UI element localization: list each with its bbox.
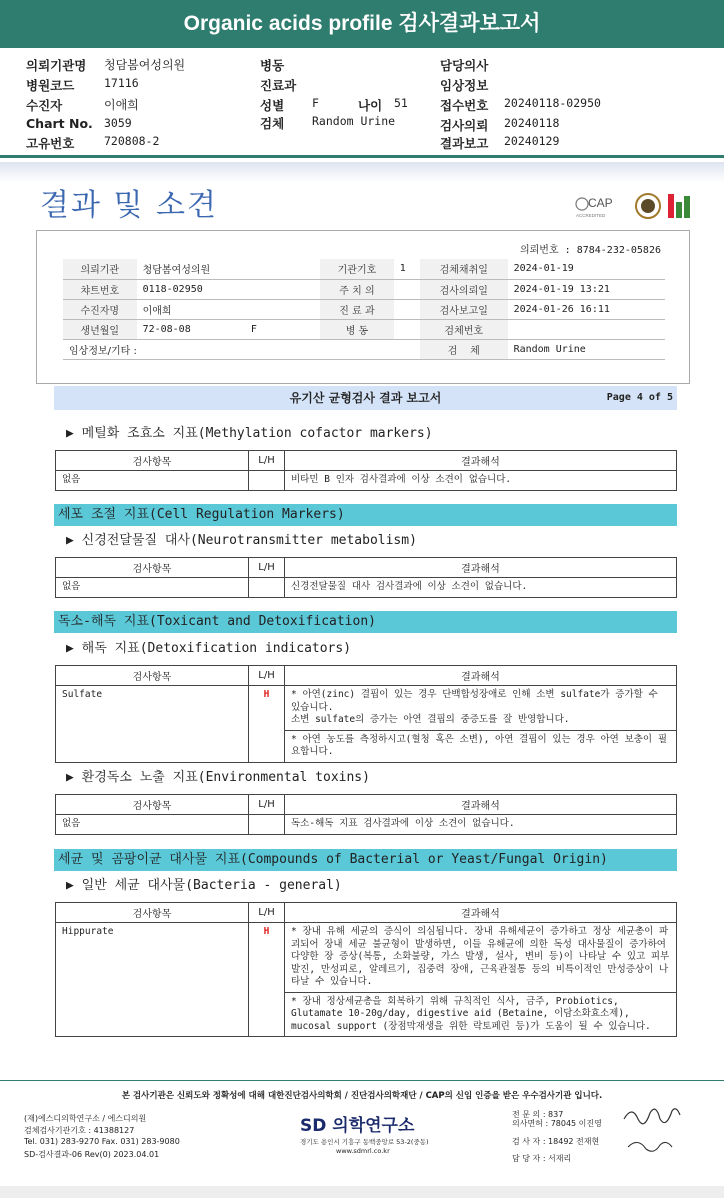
bacterial-band: 세균 및 곰팡이균 대사물 지표(Compounds of Bacterial or Yeast/Fungal Origin) bbox=[54, 849, 677, 871]
dept-label: 진료과 bbox=[260, 78, 297, 93]
requisition-table bbox=[63, 259, 665, 360]
name-label: 수진자 bbox=[26, 98, 63, 113]
footer-line-3: Tel. 031) 283-9270 Fax. 031) 283-9080 bbox=[24, 1137, 180, 1146]
patient-info bbox=[0, 48, 724, 158]
bacteria-heading: ▶ 일반 세균 대사물(Bacteria - general) bbox=[66, 878, 342, 893]
doctor-1-license: 의사면허 : 78045 이진영 bbox=[512, 1119, 602, 1128]
ward-label: 병동 bbox=[260, 58, 285, 73]
result-title: 유기산 균형검사 결과 보고서 bbox=[289, 391, 442, 405]
age-label: 나이 bbox=[358, 98, 383, 113]
detox-heading: ▶ 해독 지표(Detoxification indicators) bbox=[66, 641, 352, 656]
cap-sub-text: ACCREDITED bbox=[576, 213, 606, 218]
report-title-bar bbox=[0, 0, 724, 48]
receipt-value: 20240118-02950 bbox=[504, 96, 601, 110]
table-row: Hippurate H * 장내 유해 세균의 증식이 의심됩니다. 장내 유해세균이 증가하고 정상 세균총이 파괴되어 장내 세균 불균형이 발생하면, 이들 유해균에 의한 독성 대사물질이 증가하여 다양한 장 증상(복통, 소화불량, 가스 발생, 설사, 변비 등)이 나타날 수 있고 피부발진, 만성피로, 알레르기, 집중력 장애, 근육관절통 등의 비특이적인 만성증상이 나타날 수 있습니다. bbox=[56, 923, 677, 993]
accreditation-notice: 본 검사기관은 신뢰도와 정확성에 대해 대한진단검사의학회 / 진단검사의학재단 / CAP의 신임 인증을 받은 우수검사기관 입니다. bbox=[121, 1091, 603, 1101]
table-row: * 아연 농도를 측정하시고(혈청 혹은 소변), 아연 결핍이 있는 경우 아연 보충이 필요합니다. bbox=[56, 730, 677, 762]
table-row: 생년월일 72-08-08 F 병 동 검체번호 bbox=[63, 319, 665, 339]
manager: 담 당 자 : 서재리 bbox=[512, 1154, 572, 1163]
footer-line-4: SD-검사결과-06 Rev(0) 2023.04.01 bbox=[24, 1150, 160, 1159]
table-row: 수진자명 이애희 진 료 과 검사보고일 2024-01-26 16:11 bbox=[63, 299, 665, 319]
report-date-value: 20240129 bbox=[504, 134, 560, 148]
table-row: 없음 독소-해독 지표 검사결과에 이상 소견이 없습니다. bbox=[56, 815, 677, 835]
divider-band bbox=[0, 162, 724, 182]
neurotransmitter-heading: ▶ 신경전달물질 대사(Neurotransmitter metabolism) bbox=[66, 533, 417, 548]
clinical-label: 임상정보 bbox=[440, 78, 489, 93]
bacteria-table: 검사항목 L/H 결과해석 Hippurate H * 장내 유해 세균의 증식이 의심됩니다. 장내 유해세균이 증가하고 정상 세균총이 파괴되어 장내 세균 불균형이 발생하면, 이들 유해균에 의한 독성 대사물질이 증가하여 다양한 장 증상(복통, 소화불량, 가스 발생, 설사, 변비 등)이 나타날 수 있고 피부발진, 만성피로, 알레르기, 집중력 장애, 근육관절통 등의 비특이적인 만성증상이 나타날 수 있습니다. * 장내 정상세균총을 회복하기 위해 규칙적인 식사, 금주, Probiotics, Glutamate 10-20g/day, digestive aid (Betaine, 이담소화효소제), mucosal support (장점막재생을 위한 락토페린 등)가 도움이 될 수 있습니다. bbox=[55, 902, 677, 1037]
chart-label: Chart No. bbox=[26, 116, 93, 131]
cell-regulation-band: 세포 조절 지표(Cell Regulation Markers) bbox=[54, 504, 677, 526]
footer-line-2: 검체검사기관기호 : 41388127 bbox=[24, 1126, 135, 1135]
table-row: 임상정보/기타 : 검 체 Random Urine bbox=[63, 339, 665, 359]
env-toxins-heading: ▶ 환경독소 노출 지표(Environmental toxins) bbox=[66, 770, 370, 785]
result-title-bar bbox=[54, 386, 677, 410]
accreditation-logos bbox=[574, 190, 694, 222]
code-value: 17116 bbox=[104, 76, 139, 90]
receipt-label: 접수번호 bbox=[440, 98, 489, 113]
uid-label: 고유번호 bbox=[26, 136, 75, 151]
request-number: 의뢰번호 : 8784-232-05826 bbox=[519, 245, 661, 256]
detox-table: 검사항목 L/H 결과해석 Sulfate H * 아연(zinc) 결핍이 있는 경우 단백합성장애로 인해 소변 sulfate가 증가할 수 있습니다. 소변 sulfate의 증가는 아연 결핍의 중증도를 잘 반영합니다. * 아연 농도를 측정하시고(혈청 혹은 소변), 아연 결핍이 있는 경우 아연 보충이 필요합니다. bbox=[55, 665, 677, 763]
cap-logo-icon bbox=[574, 190, 694, 222]
bottom-band bbox=[0, 1186, 724, 1198]
doctor-1: 전 문 의 : 837 bbox=[512, 1110, 564, 1119]
footer-line-1: (재)에스디의학연구소 / 에스디의원 bbox=[24, 1114, 147, 1123]
specimen-label: 검체 bbox=[260, 116, 285, 131]
specimen-value: Random Urine bbox=[312, 114, 396, 128]
footer bbox=[0, 1080, 724, 1198]
cap-text: CAP bbox=[588, 196, 613, 210]
hospital-value: 청담봄여성의원 bbox=[104, 58, 186, 72]
brand-web: www.sdmrl.co.kr bbox=[336, 1147, 390, 1155]
methylation-heading: ▶ 메틸화 조효소 지표(Methylation cofactor markers) bbox=[66, 426, 433, 441]
signature-icon bbox=[620, 1101, 690, 1161]
tester: 검 사 자 : 18492 전재현 bbox=[512, 1137, 600, 1146]
table-row: Sulfate H * 아연(zinc) 결핍이 있는 경우 단백합성장애로 인해 소변 sulfate가 증가할 수 있습니다. 소변 sulfate의 증가는 아연 결핍의 중증도를 잘 반영합니다. bbox=[56, 686, 677, 731]
age-value: 51 bbox=[394, 96, 408, 110]
doctor-label: 담당의사 bbox=[440, 58, 489, 73]
report-date-label: 결과보고 bbox=[440, 136, 489, 151]
neurotransmitter-table: 검사항목 L/H 결과해석 없음 신경전달물질 대사 검사결과에 이상 소견이 없습니다. bbox=[55, 557, 677, 598]
request-label: 검사의뢰 bbox=[440, 118, 489, 133]
section-title: 결과 및 소견 bbox=[40, 188, 218, 223]
page-number: Page 4 of 5 bbox=[606, 392, 673, 403]
hospital-label: 의뢰기관명 bbox=[26, 58, 87, 73]
table-row: 없음 신경전달물질 대사 검사결과에 이상 소견이 없습니다. bbox=[56, 578, 677, 598]
chart-value: 3059 bbox=[104, 116, 132, 130]
table-row: * 장내 정상세균총을 회복하기 위해 규칙적인 식사, 금주, Probiotics, Glutamate 10-20g/day, digestive aid (Betaine, 이담소화효소제), mucosal support (장점막재생을 위한 락토페린 등)가 도움이 될 수 있습니다. bbox=[56, 992, 677, 1037]
methylation-table: 검사항목 L/H 결과해석 없음 비타민 B 인자 검사결과에 이상 소견이 없습니다. bbox=[55, 450, 677, 491]
code-label: 병원코드 bbox=[26, 78, 75, 93]
request-value: 20240118 bbox=[504, 116, 560, 130]
name-value: 이애희 bbox=[104, 98, 139, 112]
uid-value: 720808-2 bbox=[104, 134, 160, 148]
sex-label: 성별 bbox=[260, 98, 285, 113]
sex-value: F bbox=[312, 96, 319, 110]
table-row: 의뢰기관 청담봄여성의원 기관기호 1 검체채취일 2024-01-19 bbox=[63, 259, 665, 279]
brand-name: SD 의학연구소 bbox=[300, 1116, 415, 1136]
table-row: 챠트번호 0118-02950 주 치 의 검사의뢰일 2024-01-19 13:21 bbox=[63, 279, 665, 299]
brand-address: 경기도 용인시 기흥구 동백중앙로 53-2(중동) bbox=[300, 1138, 429, 1146]
env-toxins-table: 검사항목 L/H 결과해석 없음 독소-해독 지표 검사결과에 이상 소견이 없습니다. bbox=[55, 794, 677, 835]
table-row: 없음 비타민 B 인자 검사결과에 이상 소견이 없습니다. bbox=[56, 471, 677, 491]
report-title: Organic acids profile 검사결과보고서 bbox=[183, 12, 541, 35]
detox-band: 독소-해독 지표(Toxicant and Detoxification) bbox=[54, 611, 677, 633]
requisition-box bbox=[36, 230, 690, 384]
